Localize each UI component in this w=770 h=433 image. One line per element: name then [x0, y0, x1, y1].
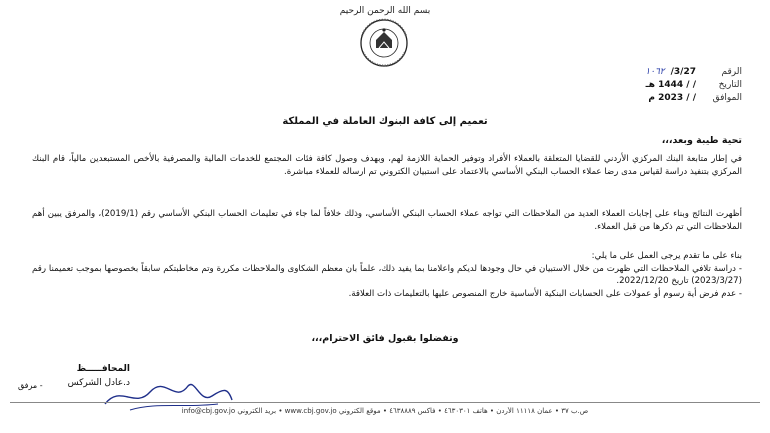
circular-title: تعميم إلى كافة البنوك العاملة في المملكة: [282, 116, 488, 127]
footer-contact: ص.ب ٣٧ • عمان ١١١١٨ الأردن • هاتف ٤٦٣٠٣٠١ • فاكس ٤٦٣٨٨٨٩ • موقع الكتروني www.cbj.gov.jo • بريد الكتروني info@cbj.gov.jo: [181, 407, 589, 415]
hijri-date-label: التاريخ: [718, 80, 742, 90]
reference-label: الرقم: [721, 67, 742, 77]
paragraph-findings: أظهرت النتائج وبناء على إجابات العملاء العديد من الملاحظات التي تواجه عملاء الحساب البنكي الأساسي، وذلك خلافاً لما جاء في تعليمات الحساب البنكي الأساسي رقم (2019/1)، والمرفق يبين أهم الملاحظات التي تم ذكرها من قبل العملاء.: [32, 209, 742, 232]
basmala: بسم الله الرحمن الرحيم: [339, 6, 431, 16]
request-item: - دراسة تلافي الملاحظات التي ظهرت من خلال الاستبيان في حال وجودها لديكم واعلامنا بما يفيد ذلك، علماً بان معظم الشكاوى والملاحظات مكررة وتم مخاطبتكم سابقاً بخصوصها بموجب تعميمنا رقم (2023/3/27) تاريخ 2022/12/20.: [32, 263, 742, 287]
reference-block: [482, 66, 742, 105]
gregorian-date-value: / / 2023 م: [648, 93, 696, 103]
footer-divider: [10, 402, 760, 403]
reference-number-row: [482, 66, 742, 79]
reference-handwritten: ١٠٦٢: [645, 67, 665, 77]
requests-intro: بناء على ما تقدم يرجى العمل على ما يلي:: [591, 251, 742, 261]
paragraph-requests: [32, 250, 742, 300]
reference-value: 3/27/: [670, 67, 696, 77]
central-bank-seal: [346, 18, 422, 68]
hijri-date-row: [482, 79, 742, 92]
gregorian-date-row: [482, 92, 742, 105]
closing-line: وتفضلوا بقبول فائق الاحترام،،،: [311, 333, 459, 344]
gregorian-date-label: الموافق: [712, 93, 742, 103]
central-bank-seal-icon: [346, 18, 422, 68]
paragraph-intro: في إطار متابعة البنك المركزي الأردني للقضايا المتعلقة بالعملاء الأفراد وتوفير الحماية اللازمة لهم، وبهدف وصول كافة فئات المجتمع للخدمات المالية والمصرفية بالأخص المستبعدين مالياً، قام البنك المركزي بتنفيذ دراسة لقياس مدى رضا عملاء الحساب البنكي الأساسي بالاعتماد على استبيان الكتروني تم ارساله للعملاء مباشرة.: [32, 154, 742, 177]
attachment-label: - مرفق: [18, 381, 43, 390]
hijri-date-value: / / 1444 هـ: [645, 80, 696, 90]
governor-title: المحافـــــظ: [76, 364, 130, 374]
governor-name: د.عادل الشركس: [67, 378, 130, 388]
greeting: تحية طيبة وبعد،،،: [661, 135, 742, 146]
request-item: - عدم فرض أية رسوم أو عمولات على الحسابات البنكية الأساسية خارج المنصوص عليها بالتعليمات ذات العلاقة.: [348, 288, 742, 299]
